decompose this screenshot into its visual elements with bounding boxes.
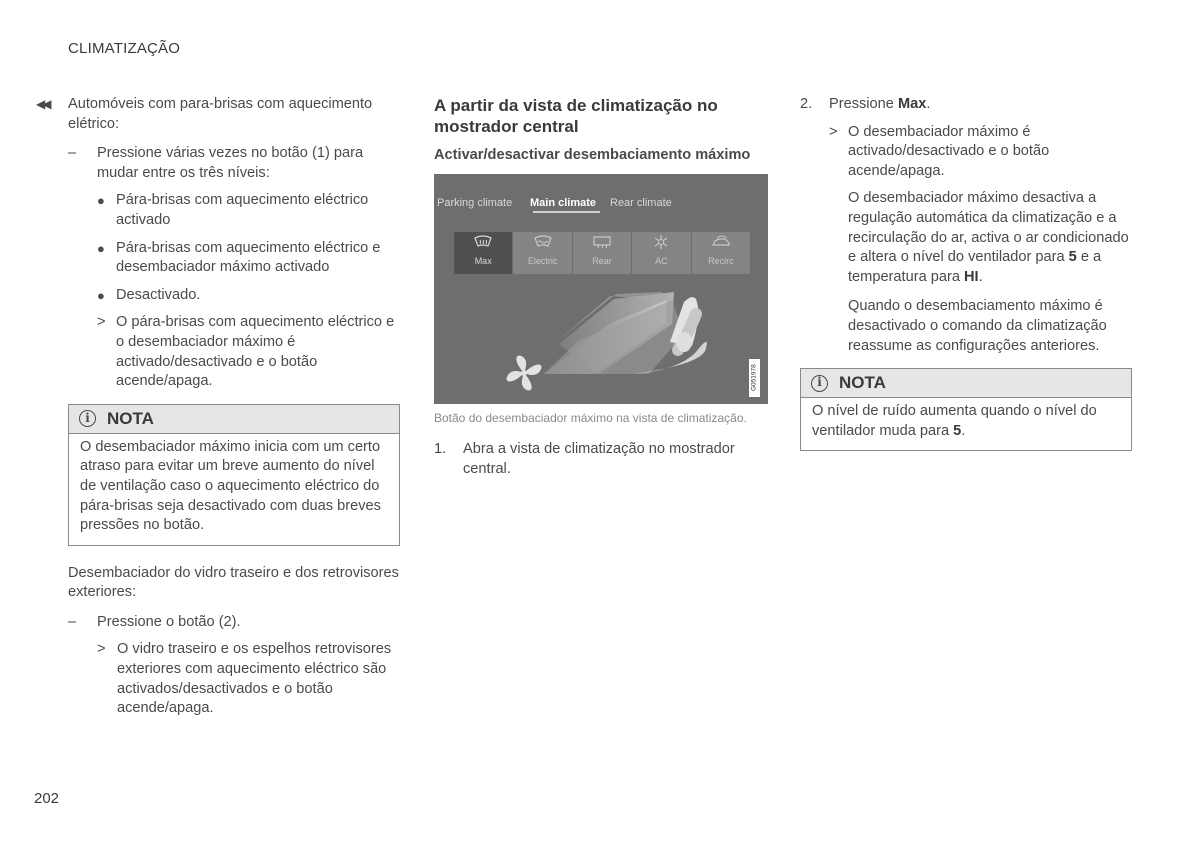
section-heading: A partir da vista de climatização no mostrador central — [434, 96, 718, 136]
bullet-icon: ● — [97, 287, 105, 303]
max-defrost-deactivation: Quando o desembaciamento máximo é desactivado o comando da climatização reassume as configurações anteriores. — [848, 298, 1107, 354]
tab-rear-climate[interactable]: Rear climate — [610, 197, 672, 209]
electric-windshield-icon — [533, 235, 553, 249]
note-header — [801, 369, 1131, 398]
result-item: > O desembaciador máximo é activado/desactivado e o botão acende/apaga. — [829, 123, 1050, 179]
rear-defrost-intro: Desembaciador do vidro traseiro e dos retrovisores exteriores: — [68, 564, 399, 601]
tab-main-climate[interactable]: Main climate — [530, 197, 597, 209]
bullet-item: ● Pára-brisas com aquecimento eléctrico activado — [97, 192, 369, 228]
note-body: O nível de ruído aumenta quando o nível do ventilador muda para 5. — [812, 403, 1097, 439]
result-item: > O vidro traseiro e os espelhos retrovisores exteriores com aquecimento eléctrico são activados/desactivados e o botão acende/apaga. — [97, 641, 392, 717]
column-left — [36, 95, 400, 727]
active-tab-indicator — [533, 211, 600, 213]
climate-screen-illustration — [434, 174, 768, 404]
result-marker: > — [97, 314, 106, 331]
electric-windshield-button[interactable]: Electric — [513, 232, 571, 274]
step-dash: – Pressione várias vezes no botão (1) para mudar entre os três níveis: — [68, 145, 364, 181]
recirc-button[interactable]: Recirc — [692, 232, 750, 274]
step-number: 2. — [800, 96, 813, 112]
rear-defrost-icon — [592, 235, 612, 249]
note-box — [800, 368, 1132, 451]
note-title: NOTA — [839, 373, 886, 393]
bullet-item: ● Desactivado. — [68, 286, 400, 306]
bullet-item: ● Pára-brisas com aquecimento eléctrico e desembaciador máximo activado — [97, 239, 381, 276]
info-icon: i — [811, 375, 828, 392]
max-defrost-description: O desembaciador máximo desactiva a regulação automática da climatização e a recirculação do ar, activa o ar condicionado e altera o nível do ventilador para 5 e a temperatura para HI. — [848, 190, 1129, 285]
column-right — [800, 95, 1132, 469]
info-icon: i — [79, 410, 96, 427]
result-marker: > — [97, 641, 106, 658]
rear-defrost-button[interactable]: Rear — [573, 232, 631, 274]
note-box — [68, 404, 400, 546]
numbered-step: 2. Pressione Max. — [800, 95, 1132, 115]
climate-button-row — [454, 232, 750, 274]
page-number: 202 — [34, 790, 60, 807]
note-header — [69, 405, 399, 434]
continuation-icon: ◀◀ — [36, 97, 49, 111]
step-dash: – Pressione o botão (2). — [68, 613, 400, 633]
step-number: 1. — [434, 441, 447, 457]
dash-marker: – — [68, 145, 77, 162]
result-item: > O pára-brisas com aquecimento eléctrico e o desembaciador máximo é activado/desactivado e o botão acende/apaga. — [97, 314, 395, 390]
tab-parking-climate[interactable]: Parking climate — [437, 197, 513, 209]
ac-button[interactable]: AC — [632, 232, 690, 274]
max-label: Max — [897, 96, 927, 112]
note-title: NOTA — [107, 408, 154, 428]
image-code-label: G051978 — [749, 359, 760, 397]
figure-caption: Botão do desembaciador máximo na vista de climatização. — [434, 411, 747, 425]
bullet-icon: ● — [97, 240, 105, 256]
sub-heading: Activar/desactivar desembaciamento máximo — [434, 147, 751, 163]
heated-windshield-intro: Automóveis com para-brisas com aquecimento elétrico: — [68, 96, 373, 132]
max-defrost-button[interactable]: Max — [454, 232, 512, 274]
note-body: O desembaciador máximo inicia com um certo atraso para evitar um breve aumento do nível de ventilação caso o aquecimento eléctrico do pára-brisas seja desactivado com duas breves pressões no botão. — [80, 438, 381, 534]
bullet-icon: ● — [97, 193, 105, 209]
dash-marker: – — [68, 613, 77, 630]
column-middle — [434, 95, 768, 487]
result-marker: > — [829, 123, 838, 140]
numbered-step: 1. Abra a vista de climatização no mostrador central. — [434, 441, 735, 477]
recirc-car-icon — [711, 235, 731, 249]
max-defrost-icon — [473, 235, 493, 249]
section-header: CLIMATIZAÇÃO — [68, 40, 181, 57]
ac-snowflake-icon — [651, 235, 671, 249]
